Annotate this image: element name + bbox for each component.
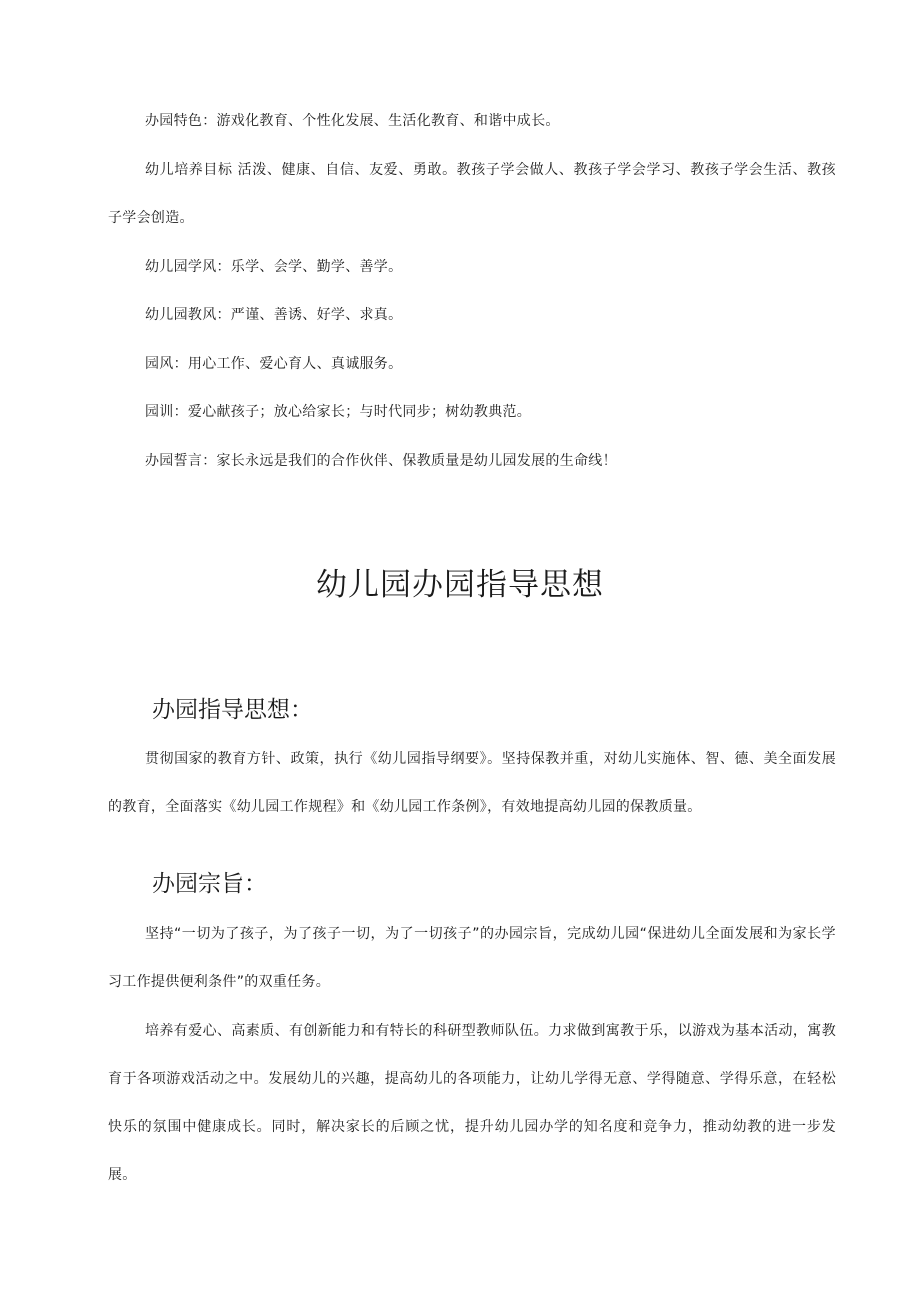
teach-style-paragraph: 幼儿园教风：严谨、善诱、好学、求真。 [145, 307, 403, 323]
goals-paragraph: 幼儿培养目标 活泼、健康、自信、友爱、勇敢。教孩子学会做人、教孩子学会学习、教孩子学会生活、教孩子学会创造。 [108, 162, 836, 226]
purpose-paragraph-2: 培养有爱心、高素质、有创新能力和有特长的科研型教师队伍。力求做到寓教于乐，以游戏为基本活动，寓教育于各项游戏活动之中。发展幼儿的兴趣，提高幼儿的各项能力，让幼儿学得无意、学得随意、学得乐意，在轻松快乐的氛围中健康成长。同时，解决家长的后顾之忧，提升幼儿园办学的知名度和竞争力，推动幼教的进一步发展。 [108, 1023, 836, 1183]
purpose-heading: 办园宗旨： [152, 871, 267, 897]
document-title: 幼儿园办园指导思想 [316, 567, 604, 603]
guiding-paragraph: 贯彻国家的教育方针、政策，执行《幼儿园指导纲要》。坚持保教并重，对幼儿实施体、智、德、美全面发展的教育，全面落实《幼儿园工作规程》和《幼儿园工作条例》，有效地提高幼儿园的保教质量。 [108, 751, 836, 815]
study-style-paragraph: 幼儿园学风：乐学、会学、勤学、善学。 [145, 259, 403, 275]
features-paragraph: 办园特色：游戏化教育、个性化发展、生活化教育、和谐中成长。 [145, 113, 560, 129]
oath-paragraph: 办园誓言：家长永远是我们的合作伙伴、保教质量是幼儿园发展的生命线！ [145, 453, 617, 469]
garden-style-paragraph: 园风：用心工作、爱心育人、真诚服务。 [145, 356, 403, 372]
purpose-paragraph-1: 坚持“一切为了孩子，为了孩子一切，为了一切孩子”的办园宗旨，完成幼儿园“保进幼儿全面发展和为家长学习工作提供便利条件”的双重任务。 [108, 926, 836, 990]
motto-paragraph: 园训：爱心献孩子；放心给家长；与时代同步；树幼教典范。 [145, 404, 532, 420]
guiding-heading: 办园指导思想： [152, 697, 313, 723]
